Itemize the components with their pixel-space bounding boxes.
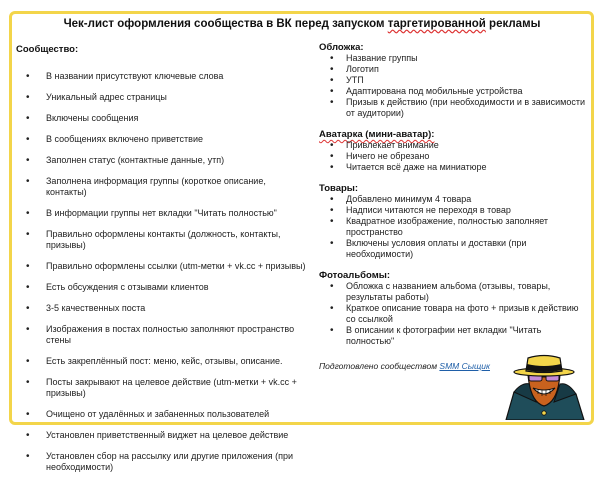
list-item: • Название группы (319, 53, 589, 64)
list-item: • Призыв к действию (при необходимости и в зависимости от аудитории) (319, 97, 589, 119)
list-item: • Уникальный адрес страницы (16, 92, 306, 103)
list-item: • Читается всё даже на миниатюре (319, 162, 589, 173)
list-item: • УТП (319, 75, 589, 86)
title-before: Чек-лист оформления сообщества в ВК перед запуском (63, 18, 388, 30)
list-item: • Адаптирована под мобильные устройства (319, 86, 589, 97)
list-item: • Изображения в постах полностью заполняют пространство стены (16, 324, 306, 346)
list-item: • В названии присутствуют ключевые слова (16, 71, 306, 82)
list-item: • Включены условия оплаты и доставки (при необходимости) (319, 238, 589, 260)
list-item: • Очищено от удалённых и забаненных пользователей (16, 409, 306, 420)
list-item: • Надписи читаются не переходя в товар (319, 205, 589, 216)
credit-text: Подготовлено сообществом (319, 361, 440, 371)
community-list (16, 71, 306, 473)
list-item: • Привлекает внимание (319, 140, 589, 151)
avatar-list (319, 140, 589, 173)
cover-heading: Обложка: (319, 42, 364, 53)
document-title (0, 18, 604, 30)
list-item: • В описании к фотографии нет вкладки "Читать полностью" (319, 325, 589, 347)
list-item: • Квадратное изображение, полностью заполняет пространство (319, 216, 589, 238)
list-item: • Правильно оформлены ссылки (utm-метки + vk.cc + призывы) (16, 261, 306, 272)
list-item: • Краткое описание товара на фото + призыв к действию со ссылкой (319, 303, 589, 325)
goods-list (319, 194, 589, 260)
list-item: • Посты закрывают на целевое действие (utm-метки + vk.cc + призывы) (16, 377, 306, 399)
list-item: • Установлен сбор на рассылку или другие приложения (при необходимости) (16, 451, 306, 473)
community-heading: Сообщество: (16, 44, 79, 55)
albums-heading: Фотоальбомы: (319, 270, 391, 281)
albums-list (319, 281, 589, 347)
detective-mascot-icon (500, 352, 588, 420)
list-item: • Обложка с названием альбома (отзывы, товары, результаты работы) (319, 281, 589, 303)
goods-heading: Товары: (319, 183, 359, 194)
list-item: • Добавлено минимум 4 товара (319, 194, 589, 205)
right-column (319, 42, 589, 371)
list-item: • Есть обсуждения с отзывами клиентов (16, 282, 306, 293)
list-item: • В сообщениях включено приветствие (16, 134, 306, 145)
list-item: • Заполнена информация группы (короткое описание, контакты) (16, 176, 306, 198)
list-item: • Правильно оформлены контакты (должность, контакты, призывы) (16, 229, 306, 251)
list-item: • Установлен приветственный виджет на целевое действие (16, 430, 306, 441)
list-item: • Логотип (319, 64, 589, 75)
goods-section (319, 183, 589, 260)
list-item: • Есть закреплённый пост: меню, кейс, отзывы, описание. (16, 356, 306, 367)
list-item: • 3-5 качественных поста (16, 303, 306, 314)
albums-section (319, 270, 589, 347)
credit-link[interactable]: SMM Сыщик (439, 361, 490, 371)
avatar-heading: Аватарка (мини-аватар): (319, 129, 435, 140)
list-item: • Включены сообщения (16, 113, 306, 124)
title-after: рекламы (485, 18, 541, 30)
list-item: • Заполнен статус (контактные данные, утп) (16, 155, 306, 166)
list-item: • В информации группы нет вкладки "Читать полностью" (16, 208, 306, 219)
cover-list (319, 53, 589, 119)
cover-section (319, 42, 589, 119)
community-section (16, 44, 306, 483)
list-item: • Ничего не обрезано (319, 151, 589, 162)
title-underlined-word: таргетированной (387, 18, 486, 30)
avatar-section (319, 129, 589, 173)
